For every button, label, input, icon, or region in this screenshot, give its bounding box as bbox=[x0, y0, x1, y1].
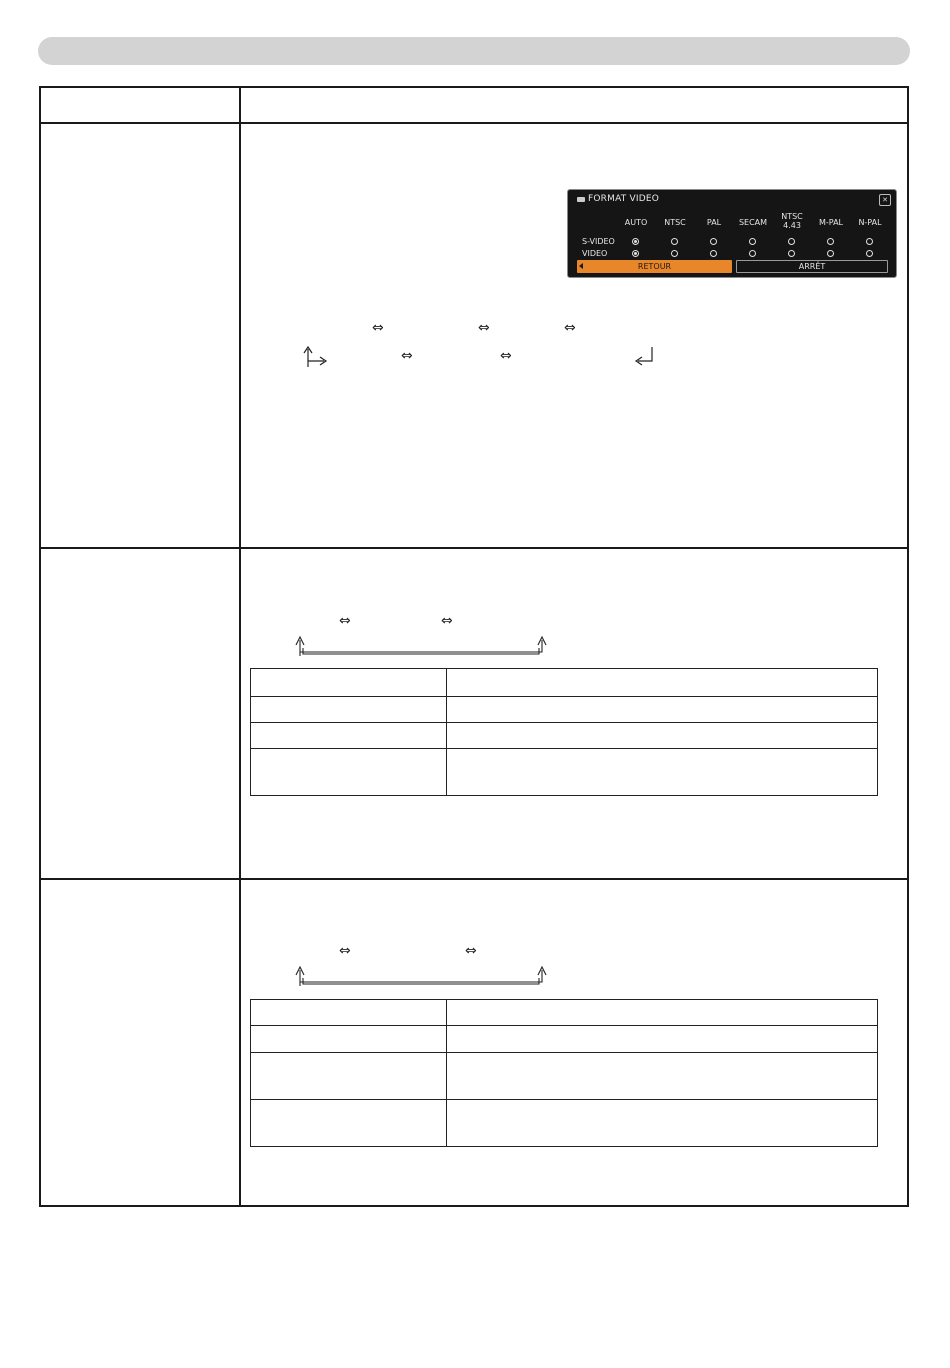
column-header-auto: AUTO bbox=[624, 218, 648, 227]
radio-video-ntsc[interactable] bbox=[671, 250, 678, 257]
options-table-row-divider bbox=[251, 1025, 877, 1026]
radio-video-secam[interactable] bbox=[749, 250, 756, 257]
radio-svideo-secam[interactable] bbox=[749, 238, 756, 245]
double-arrow-icon: ⇔ bbox=[441, 613, 453, 629]
radio-svideo-npal[interactable] bbox=[866, 238, 873, 245]
column-header-npal: N-PAL bbox=[858, 218, 882, 227]
close-icon[interactable]: ✕ bbox=[879, 194, 891, 206]
table-header-divider bbox=[39, 122, 909, 124]
radio-video-npal[interactable] bbox=[866, 250, 873, 257]
radio-svideo-mpal[interactable] bbox=[827, 238, 834, 245]
dialog-title: FORMAT VIDEO bbox=[588, 194, 660, 204]
off-button-label: ARRÊT bbox=[798, 262, 826, 271]
table-row-divider bbox=[39, 547, 909, 549]
options-table bbox=[250, 668, 878, 796]
section-header-bar bbox=[38, 37, 910, 65]
options-table-row-divider bbox=[251, 1099, 877, 1100]
column-header-secam: SECAM bbox=[738, 218, 768, 227]
radio-video-ntsc443[interactable] bbox=[788, 250, 795, 257]
radio-svideo-ntsc[interactable] bbox=[671, 238, 678, 245]
column-header-mpal: M-PAL bbox=[818, 218, 844, 227]
left-arrow-icon bbox=[579, 263, 583, 269]
table-column-divider bbox=[239, 86, 241, 1207]
options-table-column-divider bbox=[446, 669, 447, 795]
double-arrow-icon: ⇔ bbox=[339, 613, 351, 629]
double-arrow-icon: ⇔ bbox=[465, 943, 477, 959]
double-arrow-icon: ⇔ bbox=[500, 348, 512, 364]
options-table-row-divider bbox=[251, 722, 877, 723]
radio-svideo-auto[interactable] bbox=[632, 238, 639, 245]
double-arrow-icon: ⇔ bbox=[372, 320, 384, 336]
radio-svideo-pal[interactable] bbox=[710, 238, 717, 245]
radio-video-mpal[interactable] bbox=[827, 250, 834, 257]
row-label-svideo: S-VIDEO bbox=[582, 237, 615, 246]
double-arrow-icon: ⇔ bbox=[339, 943, 351, 959]
corner-arrow-down-left-icon bbox=[632, 343, 658, 369]
options-table bbox=[250, 999, 878, 1147]
row-label-video: VIDEO bbox=[582, 249, 608, 258]
column-header-ntsc: NTSC bbox=[664, 218, 686, 227]
radio-video-pal[interactable] bbox=[710, 250, 717, 257]
loop-arrow-icon bbox=[292, 634, 554, 658]
options-table-row-divider bbox=[251, 748, 877, 749]
loop-arrow-icon bbox=[292, 964, 554, 988]
menu-icon bbox=[577, 197, 585, 202]
double-arrow-icon: ⇔ bbox=[564, 320, 576, 336]
radio-svideo-ntsc443[interactable] bbox=[788, 238, 795, 245]
off-button[interactable] bbox=[736, 260, 888, 273]
radio-video-auto[interactable] bbox=[632, 250, 639, 257]
double-arrow-icon: ⇔ bbox=[401, 348, 413, 364]
double-arrow-icon: ⇔ bbox=[478, 320, 490, 336]
options-table-row-divider bbox=[251, 696, 877, 697]
options-table-row-divider bbox=[251, 1052, 877, 1053]
options-table-column-divider bbox=[446, 1000, 447, 1146]
corner-arrow-up-right-icon bbox=[300, 343, 330, 369]
format-video-dialog bbox=[567, 189, 897, 278]
column-header-ntsc443: NTSC 4.43 bbox=[781, 212, 803, 230]
back-button-label: RETOUR bbox=[637, 262, 672, 271]
table-row-divider bbox=[39, 878, 909, 880]
back-button[interactable] bbox=[577, 260, 732, 273]
column-header-pal: PAL bbox=[706, 218, 722, 227]
